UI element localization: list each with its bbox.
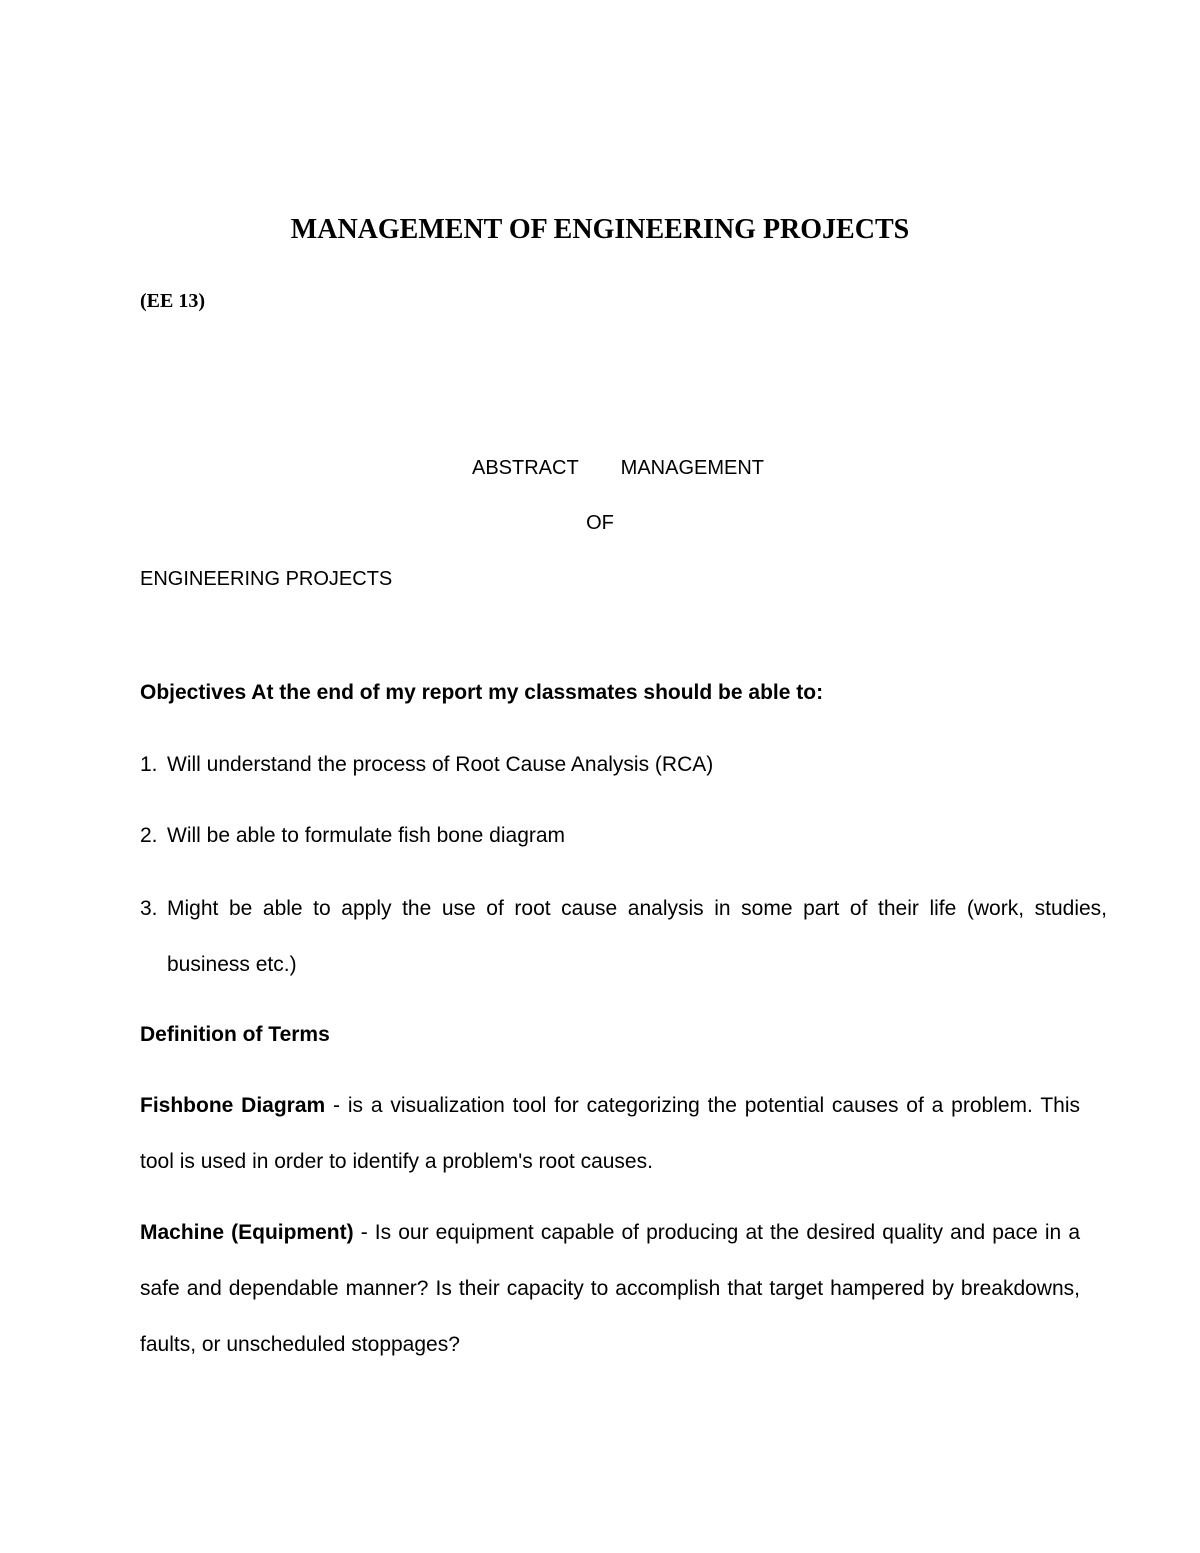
objective-text: Might be able to apply the use of root cause analysis in some part of their life (work, studies, business etc.): [167, 897, 1107, 976]
definition-term: Fishbone Diagram: [140, 1094, 326, 1117]
course-code: (EE 13): [140, 290, 205, 312]
objective-item-1: [140, 737, 1080, 793]
objective-text: Will understand the process of Root Cause Analysis (RCA): [167, 753, 714, 776]
definition-text: Is our equipment capable of producing at the desired quality and pace in a safe and dependable manner? Is their capacity to accomplish that target hampered by breakdowns, faults, or unscheduled stoppages?: [140, 1221, 1080, 1356]
definitions-heading: [140, 1007, 1080, 1063]
definitions-heading-text: Definition of Terms: [140, 1023, 330, 1046]
abstract-of: OF: [586, 512, 614, 534]
management-word: MANAGEMENT: [620, 457, 765, 479]
objective-number: 1.: [140, 753, 158, 776]
abstract-word: ABSTRACT: [471, 457, 579, 479]
abstract-subject: ENGINEERING PROJECTS: [140, 568, 393, 590]
objectives-heading-text: Objectives At the end of my report my classmates should be able to:: [140, 681, 824, 704]
objective-item-2: [140, 808, 1080, 864]
objective-number: 2.: [140, 824, 158, 847]
objective-number: 3.: [140, 897, 158, 920]
objective-text: Will be able to formulate fish bone diagram: [167, 824, 566, 847]
definition-separator: -: [325, 1094, 348, 1117]
document-title: MANAGEMENT OF ENGINEERING PROJECTS: [290, 214, 910, 245]
definition-text: is a visualization tool for categorizing the potential causes of a problem. This tool is used in order to identify a problem's root causes.: [140, 1094, 1080, 1173]
definition-fishbone: [140, 1078, 1080, 1190]
definition-machine: [140, 1205, 1080, 1373]
definition-separator: -: [353, 1221, 375, 1244]
objective-item-3: [140, 881, 1107, 993]
objectives-heading: [140, 665, 1080, 721]
definition-term: Machine (Equipment): [140, 1221, 354, 1244]
abstract-heading: [0, 457, 1200, 480]
